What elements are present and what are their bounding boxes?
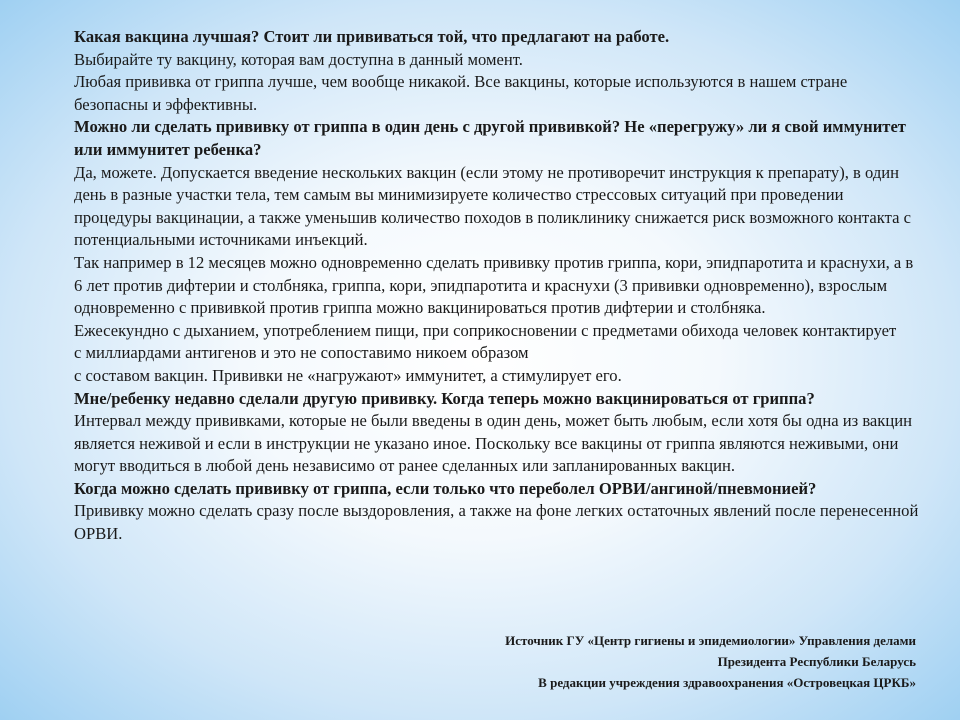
slide-text [74, 26, 924, 546]
source-line: В редакции учреждения здравоохранения «Островецкая ЦРКБ» [538, 675, 916, 690]
answer-paragraph: Прививку можно сделать сразу после выздоровления, а также на фоне легких остаточных явлений после перенесенной ОРВИ. [74, 501, 919, 544]
question-recent-vaccine: Мне/ребенку недавно сделали другую прививку. Когда теперь можно вакцинироваться от гриппа? [74, 388, 815, 408]
answer-paragraph: Любая прививка от гриппа лучше, чем вообще никакой. Все вакцины, которые используются в нашем стране безопасны и эффективны. [74, 72, 848, 114]
question-after-illness: Когда можно сделать прививку от гриппа, если только что переболел ОРВИ/ангиной/пневмонией? [74, 478, 817, 498]
answer-paragraph: с составом вакцин. Прививки не «нагружают» иммунитет, а стимулирует его. [74, 365, 622, 385]
answer-paragraph: Ежесекундно с дыханием, употреблением пищи, при соприкосновении с предметами обихода человек контактирует [74, 320, 897, 340]
question-vaccine-choice: Какая вакцина лучшая? Стоит ли прививаться той, что предлагают на работе. [74, 27, 670, 46]
answer-paragraph: Так например в 12 месяцев можно одновременно сделать прививку против гриппа, кори, эпидпаротита и краснухи, а в 6 лет против дифтерии и столбняка, гриппа, кори, эпидпаротита и краснухи (3 прививки одновременно), взрослым одновременно с прививкой против гриппа можно вакцинироваться против дифтерии и столбняка. [74, 252, 914, 318]
answer-paragraph: Интервал между прививками, которые не были введены в один день, может быть любым, если хотя бы одна из вакцин является неживой и если в инструкции не указано иное. Поскольку все вакцины от гриппа являются неживыми, они могут вводиться в любой день независимо от ранее сделанных или запланированных вакцин. [74, 411, 912, 476]
question-same-day: Можно ли сделать прививку от гриппа в один день с другой прививкой? Не «перегружу» ли я свой иммунитет или иммунитет ребенка? [74, 117, 906, 159]
source-line: Президента Республики Беларусь [717, 654, 916, 669]
answer-paragraph: Выбирайте ту вакцину, которая вам доступна в данный момент. [74, 49, 523, 69]
source-line: Источник ГУ «Центр гигиены и эпидемиологии» Управления делами [505, 633, 916, 648]
answer-paragraph: с миллиардами антигенов и это не сопоставимо никоем образом [74, 343, 529, 363]
answer-paragraph: Да, можете. Допускается введение нескольких вакцин (если этому не противоречит инструкция к препарату), в один день в разные участки тела, тем самым вы минимизируете количество стрессовых ситуаций при проведении процедуры вакцинации, а также уменьшив количество походов в поликлинику снижается риск возможного контакта с потенциальными источниками инъекций. [74, 162, 911, 250]
source-attribution [276, 630, 916, 693]
